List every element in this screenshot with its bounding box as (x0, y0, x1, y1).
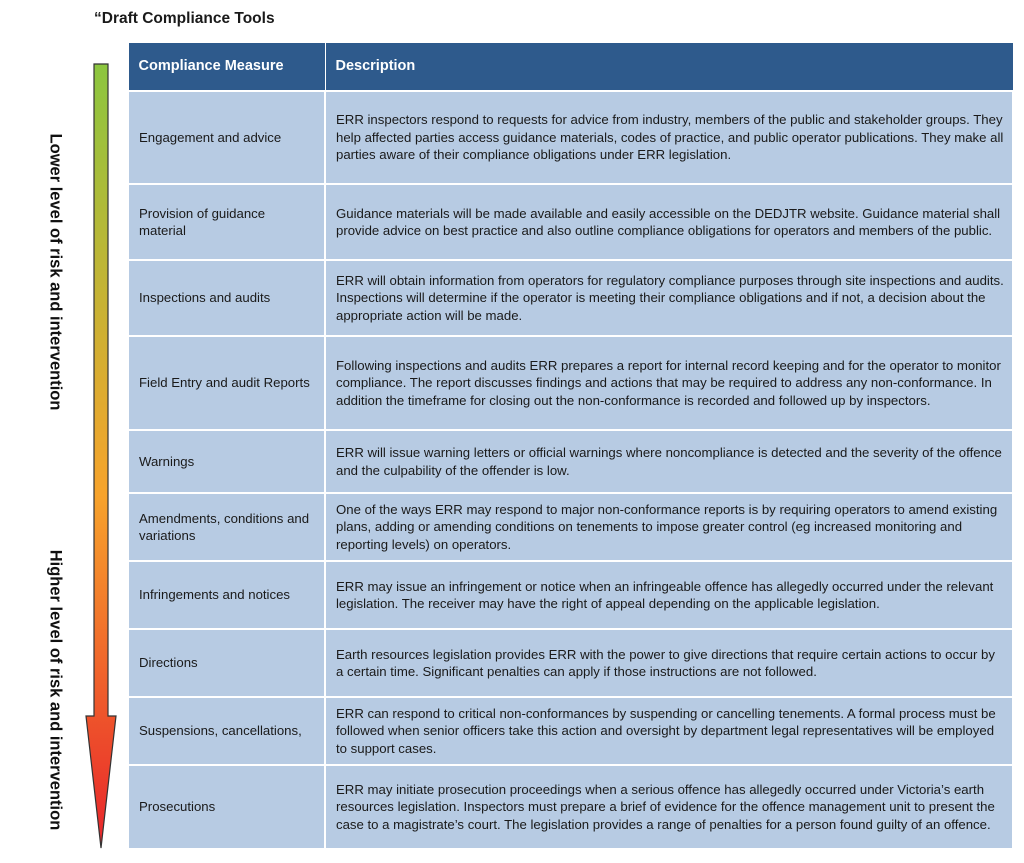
measure-cell: Field Entry and audit Reports (128, 336, 325, 430)
description-cell: ERR will obtain information from operators for regulatory compliance purposes through site inspections and audits. Inspections will determine if the operator is meeting their compliance obligations and if not, a decision about the appropriate action will be made. (325, 260, 1013, 336)
measure-cell: Engagement and advice (128, 91, 325, 184)
measure-cell: Prosecutions (128, 765, 325, 849)
measure-cell: Directions (128, 629, 325, 697)
description-cell: Guidance materials will be made available and easily accessible on the DEDJTR website. Guidance material shall provide advice on best practice and also outline compliance obligations for operators and members of the public. (325, 184, 1013, 260)
compliance-tools-table (127, 42, 1014, 850)
measure-cell: Infringements and notices (128, 561, 325, 629)
table-row (128, 336, 1013, 430)
measure-cell: Provision of guidance material (128, 184, 325, 260)
table-row (128, 91, 1013, 184)
header-compliance-measure: Compliance Measure (128, 43, 325, 92)
higher-risk-label-text: Higher level of risk and intervention (46, 549, 65, 831)
measure-cell: Suspensions, cancellations, (128, 697, 325, 765)
lower-risk-label (46, 133, 65, 411)
table-header-row (128, 43, 1013, 92)
description-cell: ERR will issue warning letters or official warnings where noncompliance is detected and the severity of the offence and the culpability of the offender is low. (325, 430, 1013, 493)
lower-risk-label-text: Lower level of risk and intervention (46, 133, 65, 411)
description-cell: ERR may initiate prosecution proceedings when a serious offence has allegedly occurred under Victoria’s earth resources legislation. Inspectors must prepare a brief of evidence for the offence management unit to present the case to a magistrate’s court. The legislation provides a range of penalties for a person found guilty of an offence. (325, 765, 1013, 849)
table-row (128, 697, 1013, 765)
table-row (128, 493, 1013, 561)
header-description: Description (325, 43, 1013, 92)
table-row (128, 260, 1013, 336)
higher-risk-label (46, 549, 65, 831)
description-cell: ERR may issue an infringement or notice when an infringeable offence has allegedly occurred under the relevant legislation. The receiver may have the right of appeal depending on the applicable legislation. (325, 561, 1013, 629)
description-cell: Following inspections and audits ERR prepares a report for internal record keeping and for the operator to monitor compliance. The report discusses findings and actions that may be required to address any non-conformance. In addition the timeframe for closing out the non-conformance is recorded and followed up by inspectors. (325, 336, 1013, 430)
table-row (128, 430, 1013, 493)
table-row (128, 629, 1013, 697)
table-row (128, 184, 1013, 260)
document-title: “Draft Compliance Tools (94, 10, 275, 27)
table-row (128, 561, 1013, 629)
description-cell: ERR inspectors respond to requests for advice from industry, members of the public and stakeholder groups. They help affected parties access guidance materials, codes of practice, and public operator publications. They make all parties aware of their compliance obligations under ERR legislation. (325, 91, 1013, 184)
description-cell: One of the ways ERR may respond to major non-conformance reports is by requiring operators to amend existing plans, adding or amending conditions on tenements to impose greater control (eg increased monitoring and reporting levels) on operators. (325, 493, 1013, 561)
measure-cell: Warnings (128, 430, 325, 493)
description-cell: ERR can respond to critical non-conformances by suspending or cancelling tenements. A formal process must be followed when senior officers take this action and oversight by department legal representatives will be employed to support cases. (325, 697, 1013, 765)
measure-cell: Amendments, conditions and variations (128, 493, 325, 561)
risk-gradient-arrow-icon (84, 60, 118, 852)
table-row (128, 765, 1013, 849)
measure-cell: Inspections and audits (128, 260, 325, 336)
description-cell: Earth resources legislation provides ERR with the power to give directions that require certain actions to occur by a certain time. Significant penalties can apply if those instructions are not followed. (325, 629, 1013, 697)
